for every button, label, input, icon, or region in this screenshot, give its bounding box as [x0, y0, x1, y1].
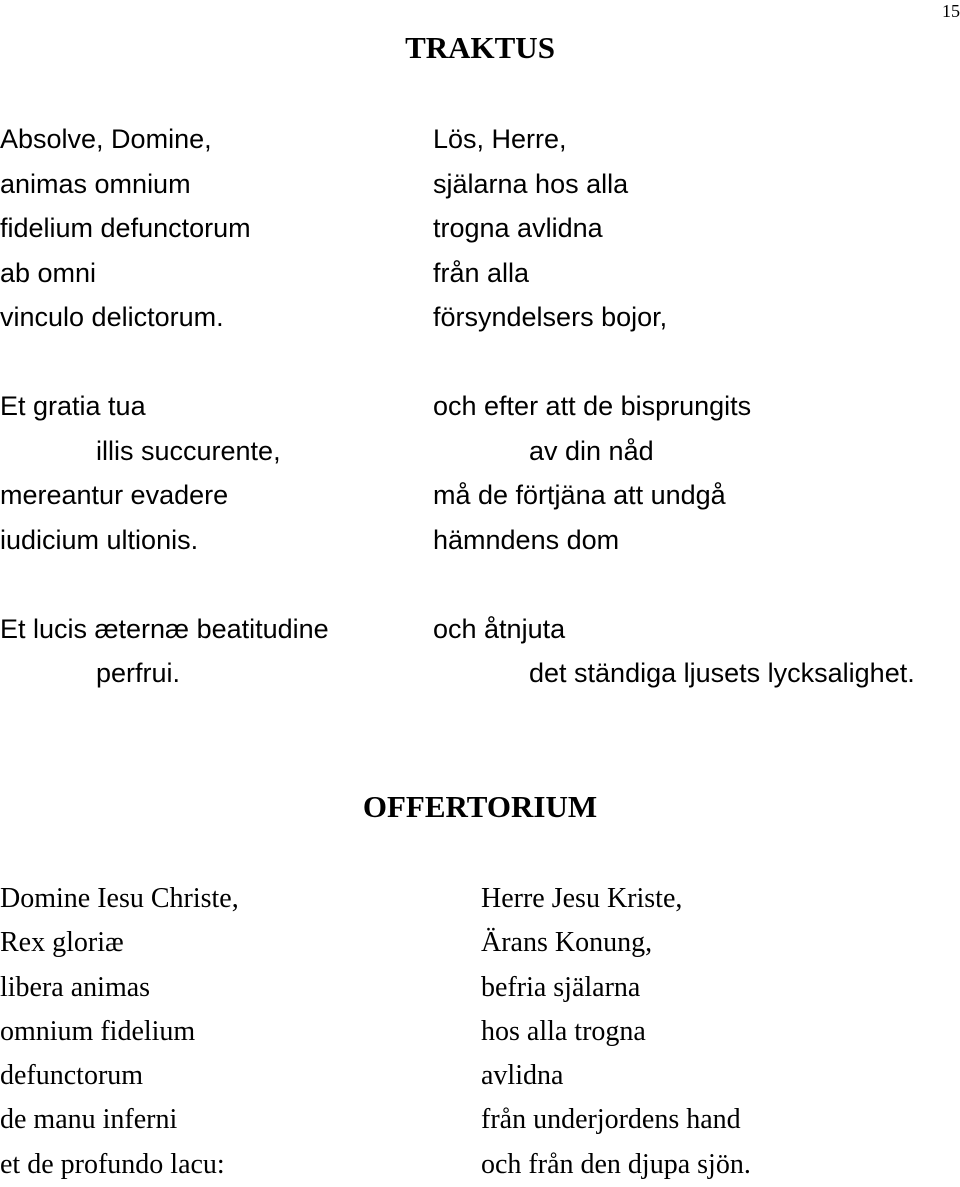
verse-line: det ständiga ljusets lycksalighet. [529, 658, 915, 688]
verse-line: från underjordens hand [481, 1104, 741, 1136]
offertorium-latin-text [0, 877, 239, 1187]
verse-line: Et lucis æternæ beatitudine [0, 613, 329, 644]
verse-line: Et gratia tua [0, 391, 146, 421]
verse-line: avlidna [481, 1060, 564, 1092]
verse-line: och åtnjuta [433, 613, 566, 644]
verse-line: själarna hos alla [433, 168, 629, 199]
verse-line: de manu inferni [0, 1104, 178, 1136]
verse-line: från alla [433, 257, 530, 288]
verse-line: mereantur evadere [0, 480, 229, 510]
verse-line: omnium fidelium [0, 1015, 196, 1047]
section-title-offertorium: OFFERTORIUM [362, 789, 598, 824]
verse-line: och från den djupa sjön. [481, 1148, 751, 1180]
verse-line: Lös, Herre, [433, 124, 567, 154]
verse-line: animas omnium [0, 168, 191, 199]
verse-line: Domine Iesu Christe, [0, 883, 239, 914]
verse-line: och efter att de bisprungits [433, 391, 752, 421]
verse-line: trogna avlidna [433, 213, 603, 243]
verse-line: Rex gloriæ [0, 927, 124, 959]
verse-line: Absolve, Domine, [0, 124, 212, 154]
traktus-latin-text [0, 117, 329, 696]
section-title-traktus: TRAKTUS [405, 30, 555, 65]
verse-line: Herre Jesu Kriste, [481, 883, 683, 914]
verse-line: hos alla trogna [481, 1015, 646, 1047]
verse-line: libera animas [0, 971, 151, 1003]
offertorium-swedish-text [481, 877, 751, 1187]
verse-line: vinculo delictorum. [0, 302, 224, 332]
verse-line: defunctorum [0, 1060, 144, 1092]
verse-line: illis succurente, [96, 435, 281, 466]
verse-line: hämndens dom [433, 524, 620, 555]
verse-line: befria själarna [481, 971, 641, 1003]
verse-line: må de förtjäna att undgå [433, 480, 726, 510]
verse-line: Ärans Konung, [481, 927, 653, 959]
verse-line: et de profundo lacu: [0, 1148, 225, 1180]
verse-line: perfrui. [96, 658, 181, 688]
verse-line: iudicium ultionis. [0, 524, 199, 555]
verse-line: ab omni [0, 257, 97, 288]
verse-line: av din nåd [529, 435, 654, 466]
verse-line: försyndelsers bojor, [433, 302, 668, 332]
traktus-swedish-text [433, 117, 915, 696]
page-number: 15 [942, 1, 960, 21]
verse-line: fidelium defunctorum [0, 213, 251, 243]
